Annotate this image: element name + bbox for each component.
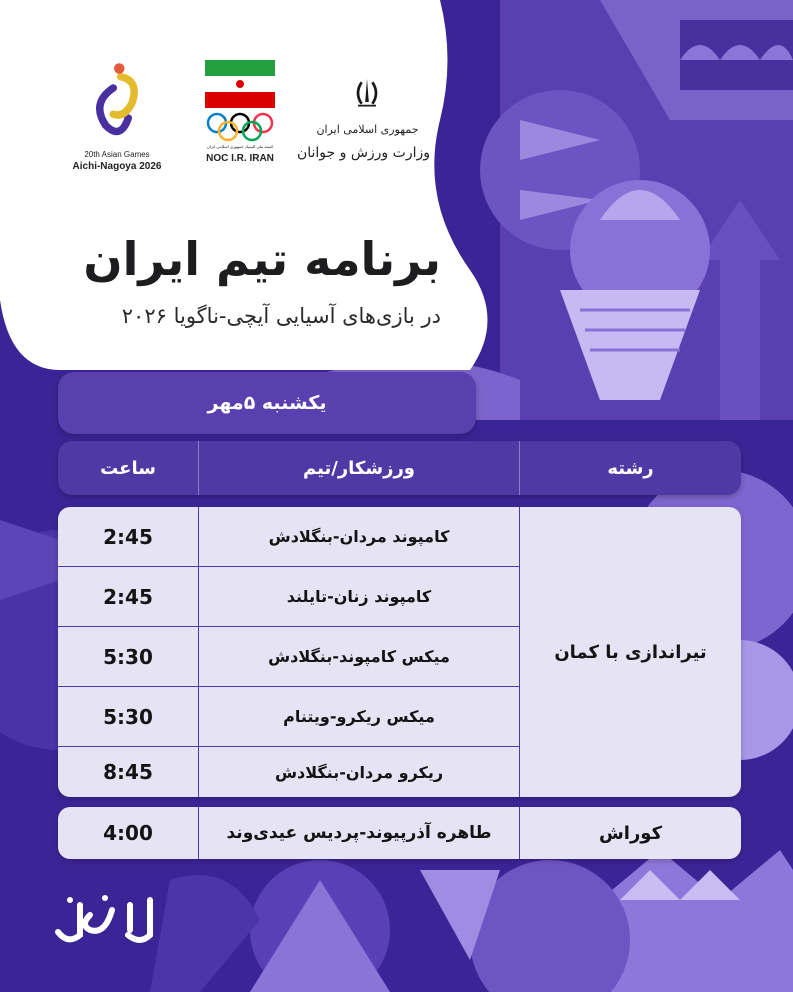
date-bar xyxy=(58,372,476,434)
row-time: 4:00 xyxy=(103,821,153,845)
iran-flag-icon xyxy=(205,60,275,108)
noc-fa-label: کمیته ملی المپیک جمهوری اسلامی ایران xyxy=(206,144,274,149)
row-time: 8:45 xyxy=(103,760,153,784)
ministry-logo xyxy=(296,75,430,175)
asian-games-logo xyxy=(72,58,162,178)
row-athlete: طاهره آذرپیوند-پردیس عیدی‌وند xyxy=(226,823,492,843)
page-subtitle: در بازی‌های آسیایی آیچی-ناگویا ۲۰۲۶ xyxy=(121,304,441,328)
ministry-line1: جمهوری اسلامی ایران xyxy=(316,123,419,136)
row-time: 2:45 xyxy=(103,584,153,609)
row-athlete: ریکرو مردان-بنگلادش xyxy=(274,762,444,782)
date-label: یکشنبه ۵مهر xyxy=(207,392,327,414)
asian-games-line2: Aichi-Nagoya 2026 xyxy=(72,161,162,172)
iran-ghahreman-logo xyxy=(50,890,160,950)
row-time: 5:30 xyxy=(103,704,153,729)
row-time: 2:45 xyxy=(103,524,153,549)
row-athlete: میکس ریکرو-ویتنام xyxy=(283,707,435,726)
table-header xyxy=(58,441,741,495)
ministry-line2: وزارت ورزش و جوانان xyxy=(296,145,430,161)
noc-iran-logo xyxy=(200,60,280,175)
asian-games-line1: 20th Asian Games xyxy=(84,150,150,159)
noc-label: NOC I.R. IRAN xyxy=(206,153,274,164)
row-athlete: کامپوند مردان-بنگلادش xyxy=(268,527,450,546)
header-discipline: رشته xyxy=(607,457,654,479)
header-time: ساعت xyxy=(100,457,156,479)
row-time: 5:30 xyxy=(103,644,153,669)
kurash-group xyxy=(58,807,741,859)
asian-games-emblem-icon xyxy=(72,58,162,148)
olympic-rings-icon xyxy=(205,112,275,142)
row-athlete: کامپوند زنان-تایلند xyxy=(286,587,432,606)
row-athlete: میکس کامپوند-بنگلادش xyxy=(268,647,450,666)
header-athlete: ورزشکار/تیم xyxy=(303,457,415,479)
archery-group xyxy=(58,507,741,797)
discipline-cell: تیراندازی با کمان xyxy=(554,641,707,663)
iran-emblem-icon xyxy=(349,75,385,111)
discipline-cell: کوراش xyxy=(598,822,663,844)
page-title: برنامه تیم ایران xyxy=(83,232,441,286)
